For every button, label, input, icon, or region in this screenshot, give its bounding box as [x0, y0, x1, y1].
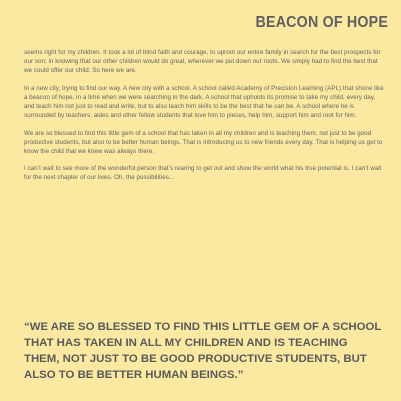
article-paragraph: We are so blessed to find this little gem of a school that has taken in all my children and is teaching them, not just to be good productive students, but also to be better human beings. That is introducing us to new friends every day. That is helping us get to know the child that we knew was always there. [24, 129, 383, 155]
article-paragraph: seems right for my children. It took a lot of blind faith and courage, to uproot our entire family in search for the best prospects for our son; in knowing that our other children would do great, wherever we put down our roots. We simply had to find the best that we could offer our child. So here we are. [24, 49, 381, 75]
pull-quote: “WE ARE SO BLESSED TO FIND THIS LITTLE GEM OF A SCHOOL THAT HAS TAKEN IN ALL MY CHILDREN AND IS TEACHING THEM, NOT JUST TO BE GOOD PRODUCTIVE STUDENTS, BUT ALSO TO BE BETTER HUMAN BEINGS.” [24, 321, 382, 381]
article-paragraph: I can’t wait to see more of the wonderful person that’s rearing to get out and show the world what his true potential is. I can’t wait for the next chapter of our lives. Oh, the possibilities… [24, 165, 382, 182]
page-title: BEACON OF HOPE [255, 14, 388, 31]
article-body [24, 48, 384, 191]
article-paragraph: In a new city, trying to find our way. A new city with a school. A school called Academy of Precision Learning (APL) that shone like a beacon of hope, in a time when we were searching in the dark. A school that upholds its promise to take my child, every day, and teach him not just to read and write, but to also teach him skills to be the best that he can be. A school where he is surrounded by teachers, aides and other fellow students that love him to pieces, help him, support him and root for him. [24, 84, 384, 119]
